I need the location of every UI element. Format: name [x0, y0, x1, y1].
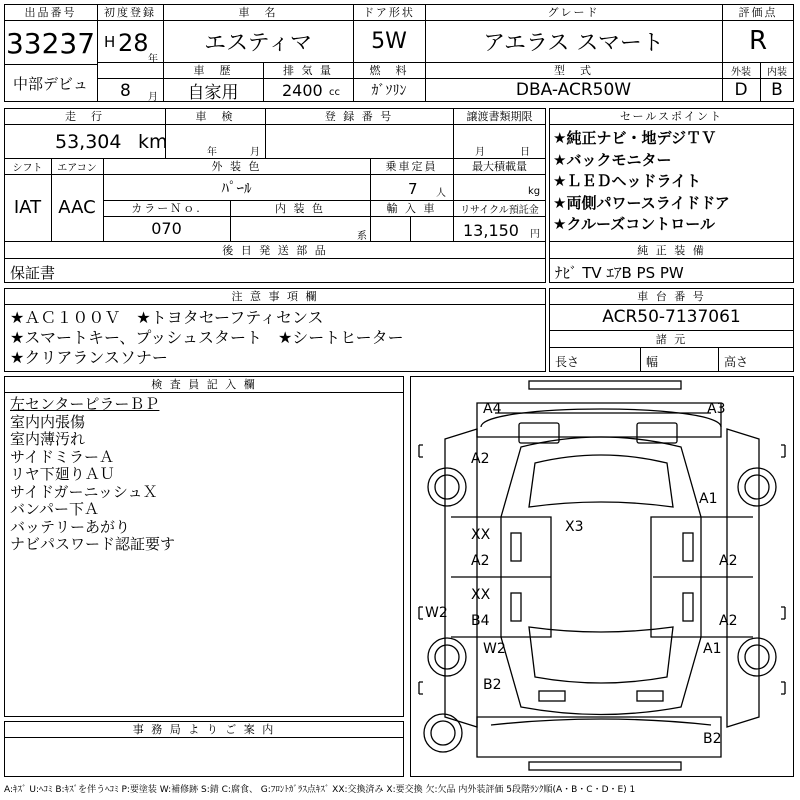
- legend: A:ｷｽﾞ U:ﾍｺﾐ B:ｷｽﾞを伴うﾍｺﾐ P:要塗装 W:補修跡 S:錆 C:腐食、 G:ﾌﾛﾝﾄｶﾞﾗｽ点ｷｽﾞ XX:交換済み X:要交換 欠:欠品 内外装評価 5段階ﾗﾝｸ順(A・B・C・D・E) 1: [4, 785, 636, 795]
- chassis-label: 車 台 番 号: [637, 290, 706, 303]
- damage-xx-2: XX: [471, 587, 491, 603]
- displacement-unit: cc: [329, 87, 340, 98]
- car-diagram: [410, 376, 794, 777]
- car-diagram-svg: [411, 377, 793, 776]
- seats-label: 乗車定員: [385, 160, 438, 173]
- caution-line: ★ＡＣ１００Ｖ ★トヨタセーフティセンス: [10, 308, 324, 327]
- caution-line: ★スマートキー、プッシュスタート ★シートヒーター: [10, 328, 404, 347]
- recycle-label: リサイクル預託金: [460, 204, 539, 216]
- score-label: 評価点: [738, 6, 778, 19]
- inspection-month: 月: [250, 147, 260, 158]
- sales-point: ★ＬＥＤヘッドライト: [553, 172, 701, 190]
- inspection-year: 年: [207, 147, 217, 158]
- inspector-note: バンパー下Ａ: [10, 500, 99, 518]
- damage-a2-right-2: A2: [719, 613, 738, 629]
- first-reg-label: 初度登録: [104, 6, 156, 19]
- height-label: 高さ: [724, 355, 749, 369]
- sales-points-label: セールスポイント: [619, 110, 723, 123]
- displacement: 2400: [282, 81, 323, 100]
- inspection-label: 車 検: [195, 110, 235, 123]
- shift-label: シフト: [12, 162, 43, 174]
- month-unit: 月: [148, 92, 158, 103]
- fuel: ｶﾞｿﾘﾝ: [371, 83, 407, 99]
- damage-a2-left: A2: [471, 553, 490, 569]
- length-label: 長さ: [555, 355, 580, 369]
- int-color-label: 内 装 色: [275, 202, 325, 215]
- transfer-day: 日: [520, 147, 530, 158]
- load-label: 最大積載量: [472, 160, 527, 173]
- interior-label: 内装: [767, 66, 787, 78]
- history-label: 車 歴: [193, 64, 233, 77]
- exterior-score: D: [734, 80, 748, 100]
- model: DBA-ACR50W: [515, 80, 632, 100]
- inspector-note: サイドミラーＡ: [10, 447, 114, 466]
- debut-label: 中部デビュ: [12, 74, 88, 93]
- damage-x3: X3: [565, 519, 584, 535]
- damage-xx-1: XX: [471, 527, 491, 543]
- fuel-label: 燃 料: [369, 64, 409, 77]
- recycle-fee: 13,150: [463, 221, 519, 240]
- import-label: 輸 入 車: [386, 202, 437, 215]
- caution-label: 注 意 事 項 欄: [231, 290, 319, 303]
- year-unit: 年: [148, 54, 158, 65]
- ac: AAC: [58, 197, 96, 218]
- sales-point: ★バックモニター: [553, 150, 672, 169]
- grade-label: グレード: [547, 6, 600, 19]
- inspector-note: ナビパスワード認証要す: [10, 535, 176, 553]
- first-reg-year: 28: [118, 29, 149, 57]
- ac-label: エアコン: [57, 162, 97, 174]
- first-reg-month: 8: [120, 81, 131, 101]
- chassis-number: ACR50-7137061: [602, 307, 741, 327]
- damage-a2-front: A2: [471, 451, 490, 467]
- damage-a2-right-1: A2: [719, 553, 738, 569]
- inspector-note: リヤ下廻りＡＵ: [10, 465, 115, 483]
- genuine-equipment-label: 純 正 装 備: [637, 243, 706, 257]
- damage-a1-rear: A1: [703, 641, 722, 657]
- color-no-label: カラーＮｏ.: [131, 202, 202, 215]
- office-label: 事 務 局 よ り ご 案 内: [132, 723, 276, 736]
- genuine-equipment: ﾅﾋﾞ TV ｴｱB PS PW: [555, 264, 684, 282]
- car-name-label: 車 名: [238, 6, 278, 19]
- lot-label: 出品番号: [24, 6, 77, 19]
- sales-point: ★純正ナビ・地デジＴＶ: [553, 129, 717, 147]
- damage-w2-side: W2: [425, 605, 448, 621]
- plate-label: 登 録 番 号: [324, 110, 394, 123]
- load-unit: kg: [528, 186, 541, 197]
- inspector-note: 室内内張傷: [10, 412, 86, 431]
- damage-a4: A4: [483, 401, 502, 417]
- interior-score: B: [771, 80, 783, 100]
- exterior-label: 外装: [731, 66, 751, 78]
- shift: IAT: [13, 197, 42, 218]
- recycle-unit: 円: [530, 229, 540, 240]
- inspector-note: 室内薄汚れ: [10, 430, 86, 448]
- color-no: 070: [151, 219, 182, 238]
- lot-number: 33237: [5, 26, 96, 60]
- mileage-label: 走 行: [65, 110, 104, 123]
- car-name: エスティマ: [204, 30, 312, 56]
- inspector-label: 検 査 員 記 入 欄: [151, 378, 257, 391]
- sales-point: ★両側パワースライドドア: [553, 193, 730, 212]
- caution-line: ★クリアランスソナー: [10, 348, 168, 367]
- door-type: 5W: [371, 28, 407, 54]
- model-label: 型 式: [554, 64, 593, 77]
- damage-b2-left: B2: [483, 677, 502, 693]
- later-parts: 保証書: [10, 264, 56, 282]
- mileage-unit: km: [138, 131, 168, 153]
- mileage: 53,304: [55, 131, 122, 153]
- history: 自家用: [187, 82, 239, 103]
- score: R: [748, 26, 768, 56]
- inspector-note: サイドガーニッシュＸ: [10, 482, 158, 501]
- era: H: [104, 33, 116, 51]
- displacement-label: 排 気 量: [283, 64, 333, 77]
- color-label: 外 装 色: [211, 160, 262, 173]
- seats: 7: [408, 180, 418, 198]
- damage-a1-front: A1: [699, 491, 718, 507]
- grade: アエラス スマート: [483, 30, 664, 56]
- later-parts-label: 後 日 発 送 部 品: [222, 243, 328, 257]
- damage-b2-bottom: B2: [703, 731, 722, 747]
- transfer-label: 譲渡書類期限: [466, 110, 533, 123]
- inspector-note: 左センターピラーＢＰ: [10, 395, 160, 413]
- color: ﾊﾟｰﾙ: [221, 178, 252, 197]
- damage-a3: A3: [707, 401, 726, 417]
- damage-b4: B4: [471, 613, 490, 629]
- int-color-unit: 系: [357, 231, 367, 242]
- seats-unit: 人: [436, 188, 446, 199]
- sales-point: ★クルーズコントロール: [553, 215, 715, 233]
- width-label: 幅: [646, 355, 659, 369]
- damage-w2: W2: [483, 641, 506, 657]
- door-label: ドア形状: [363, 6, 415, 19]
- transfer-month: 月: [475, 147, 485, 158]
- inspector-note: バッテリーあがり: [10, 517, 131, 536]
- spec-label: 諸 元: [655, 332, 688, 346]
